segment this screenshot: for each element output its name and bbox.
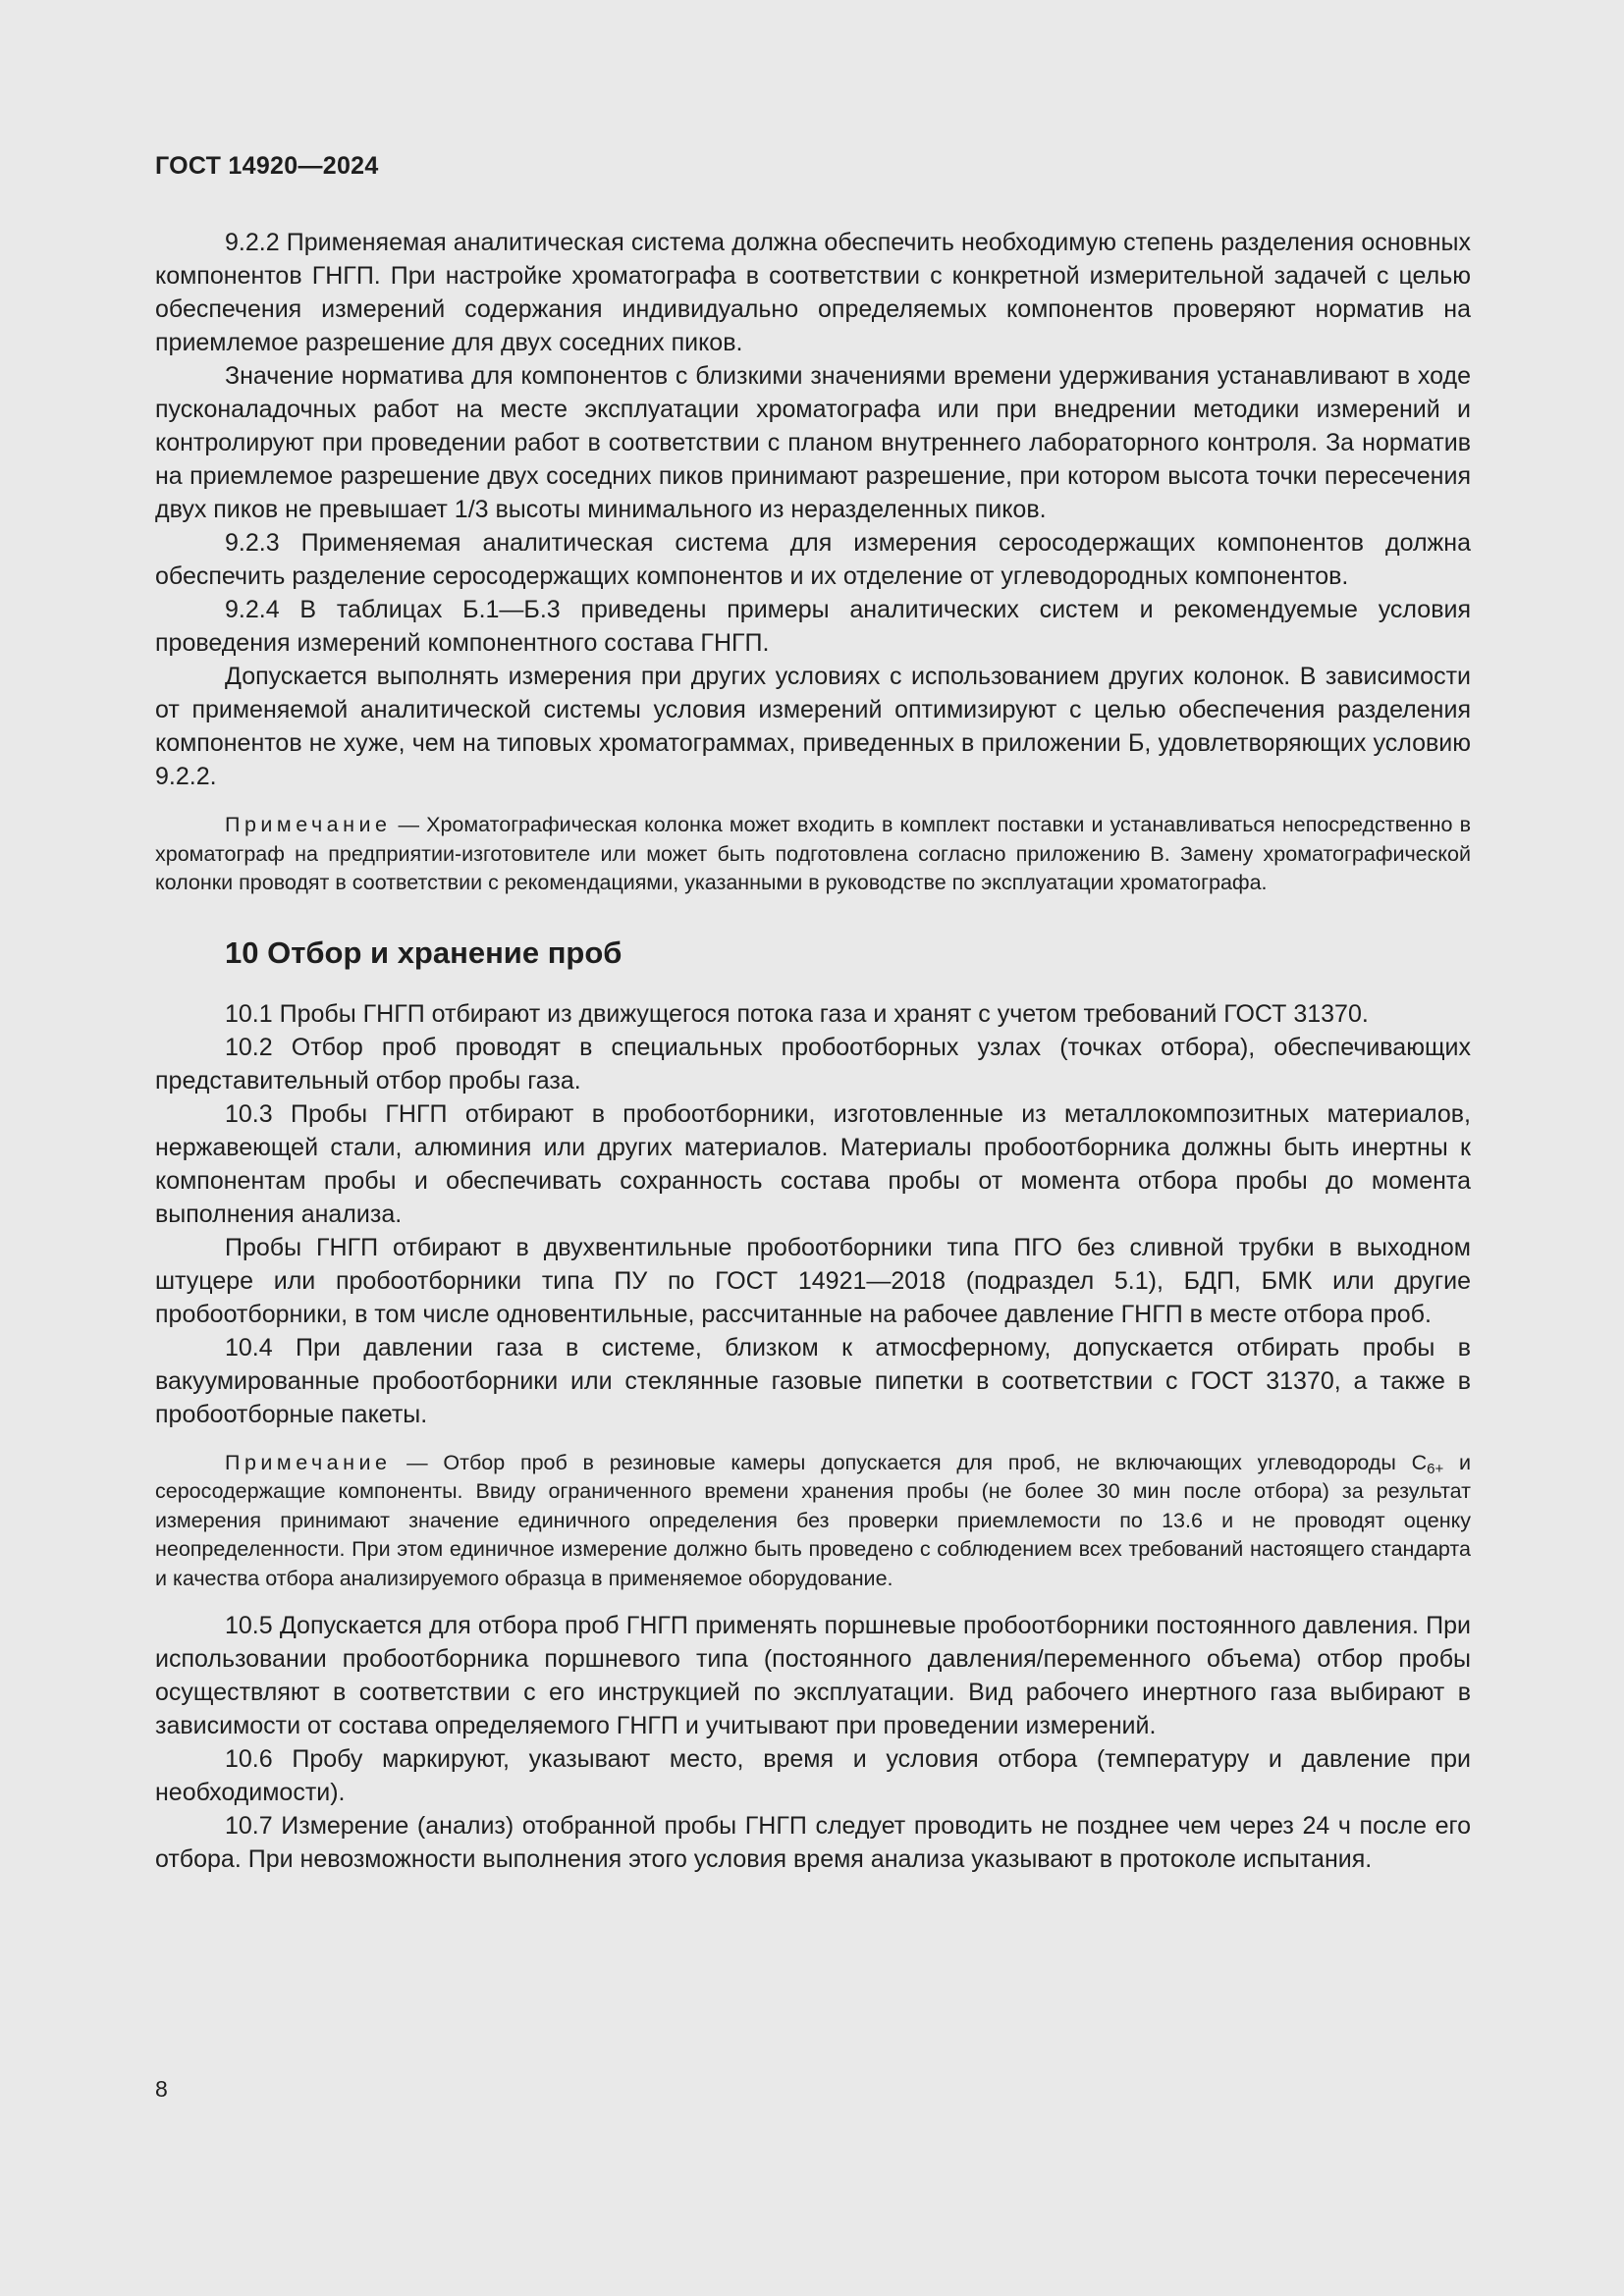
formula-c6plus: $С_{6+}$ bbox=[1411, 1450, 1444, 1477]
paragraph-10-4: 10.4 При давлении газа в системе, близком к атмосферному, допускается отбирать пробы в вакуумированные пробоотборники или стеклянные газовые пипетки в соответствии с ГОСТ 31370, а также в пробоотборные пакеты. bbox=[155, 1333, 1471, 1428]
note-chromatographic-column bbox=[155, 811, 1471, 898]
note-text-part-b: и серосодержащие компоненты. Ввиду ограниченного времени хранения пробы (не более 30 мин после отбора) за результат измерения принимают значение единичного определения без проверки приемлемости по 13.6 и не проводят оценку неопределенности. При этом единичное измерение должно быть проведено с соблюдением всех требований настоящего стандарта и качества отбора анализируемого образца в применяемое оборудование. bbox=[155, 1450, 1472, 1590]
note-rubber-chambers bbox=[155, 1449, 1471, 1594]
paragraph-9-2-2-norm: Значение норматива для компонентов с близкими значениями времени удерживания устанавливают в ходе пусконаладочных работ на месте эксплуатации хроматографа или при внедрении методики измерений и контролируют при проведении работ в соответствии с планом внутреннего лабораторного контроля. За норматив на приемлемое разрешение двух соседних пиков принимают разрешение, при котором высота точки пересечения двух пиков не превышает 1/3 высоты минимального из неразделенных пиков. bbox=[155, 362, 1471, 523]
document-body bbox=[155, 226, 1471, 1876]
paragraph-9-2-2: 9.2.2 Применяемая аналитическая система должна обеспечить необходимую степень разделения основных компонентов ГНГП. При настройке хроматографа в соответствии с конкретной измерительной задачей с целью обеспечения измерений содержания индивидуально определяемых компонентов проверяют норматив на приемлемое разрешение для двух соседних пиков. bbox=[155, 229, 1471, 356]
note-text-part-a: — Отбор проб в резиновые камеры допускается для проб, не включающих углеводороды bbox=[391, 1450, 1412, 1474]
note-label: Примечание bbox=[225, 813, 392, 836]
paragraph-10-6: 10.6 Пробу маркируют, указывают место, время и условия отбора (температуру и давление при необходимости). bbox=[155, 1745, 1471, 1806]
note-text: — Хроматографическая колонка может входить в комплект поставки и устанавливаться непосредственно в хроматограф на предприятии-изготовителе или может быть подготовлена согласно приложению В. Замену хроматографической колонки проводят в соответствии с рекомендациями, указанными в руководстве по эксплуатации хроматографа. bbox=[155, 813, 1471, 894]
page-number: 8 bbox=[155, 2076, 168, 2102]
paragraph-10-3: 10.3 Пробы ГНГП отбирают в пробоотборники, изготовленные из металлокомпозитных материалов, нержавеющей стали, алюминия или других материалов. Материалы пробоотборника должны быть инертны к компонентам пробы и обеспечивать сохранность состава пробы от момента отбора пробы до момента выполнения анализа. bbox=[155, 1099, 1471, 1228]
section-heading-10: 10 Отбор и хранение проб bbox=[225, 934, 623, 970]
paragraph-10-1: 10.1 Пробы ГНГП отбирают из движущегося потока газа и хранят с учетом требований ГОСТ 31370. bbox=[225, 999, 1369, 1028]
paragraph-10-7: 10.7 Измерение (анализ) отобранной пробы ГНГП следует проводить не позднее чем через 24 ч после его отбора. При невозможности выполнения этого условия время анализа указывают в протоколе испытания. bbox=[155, 1812, 1471, 1873]
paragraph-10-5: 10.5 Допускается для отбора проб ГНГП применять поршневые пробоотборники постоянного давления. При использовании пробоотборника поршневого типа (постоянного давления/переменного объема) отбор пробы осуществляют в соответствии с его инструкцией по эксплуатации. Вид рабочего инертного газа выбирают в зависимости от состава определяемого ГНГП и учитывают при проведении измерений. bbox=[155, 1612, 1471, 1739]
paragraph-9-2-3: 9.2.3 Применяемая аналитическая система для измерения серосодержащих компонентов должна обеспечить разделение серосодержащих компонентов и их отделение от углеводородных компонентов. bbox=[155, 529, 1471, 590]
note-label: Примечание bbox=[225, 1450, 392, 1474]
paragraph-10-3-types: Пробы ГНГП отбирают в двухвентильные пробоотборники типа ПГО без сливной трубки в выходном штуцере или пробоотборники типа ПУ по ГОСТ 14921—2018 (подраздел 5.1), БДП, БМК или другие пробоотборники, в том числе одновентильные, рассчитанные на рабочее давление ГНГП в месте отбора проб. bbox=[155, 1233, 1471, 1328]
paragraph-9-2-4-other: Допускается выполнять измерения при других условиях с использованием других колонок. В зависимости от применяемой аналитической системы условия измерений оптимизируют с целью обеспечения разделения компонентов не хуже, чем на типовых хроматограммах, приведенных в приложении Б, удовлетворяющих условию 9.2.2. bbox=[155, 663, 1471, 790]
paragraph-10-2: 10.2 Отбор проб проводят в специальных пробоотборных узлах (точках отбора), обеспечивающих представительный отбор пробы газа. bbox=[155, 1033, 1471, 1095]
paragraph-9-2-4: 9.2.4 В таблицах Б.1—Б.3 приведены примеры аналитических систем и рекомендуемые условия проведения измерений компонентного состава ГНГП. bbox=[155, 596, 1471, 657]
document-header: ГОСТ 14920—2024 bbox=[155, 152, 379, 180]
